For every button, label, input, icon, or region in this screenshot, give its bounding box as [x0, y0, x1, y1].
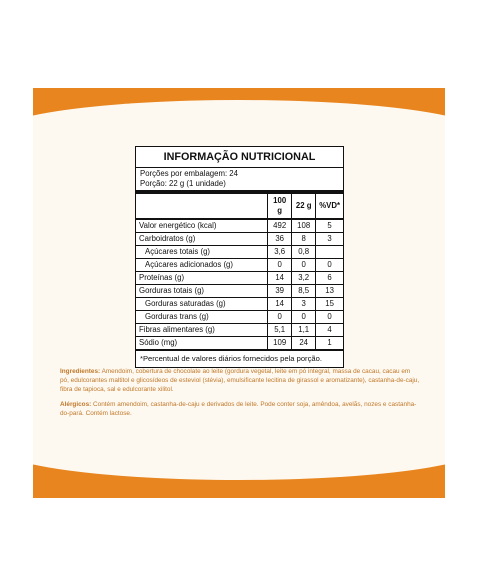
table-row — [136, 285, 343, 298]
row-value-vd: 1 — [316, 337, 343, 350]
nutrition-facts-table — [135, 146, 344, 368]
ingredients-paragraph — [60, 367, 420, 395]
row-value-portion: 3,2 — [292, 272, 316, 285]
nutrition-footnote: *Percentual de valores diários fornecidos pela porção. — [136, 349, 343, 367]
header-vd: %VD* — [316, 194, 343, 219]
row-label: Carboidratos (g) — [136, 233, 268, 246]
row-value-vd: 13 — [316, 285, 343, 298]
row-value-100g: 0 — [268, 259, 292, 272]
row-value-100g: 3,6 — [268, 246, 292, 259]
row-value-100g: 36 — [268, 233, 292, 246]
row-value-vd: 0 — [316, 311, 343, 324]
table-row — [136, 298, 343, 311]
row-value-portion: 0 — [292, 311, 316, 324]
row-value-vd: 4 — [316, 324, 343, 337]
table-row — [136, 219, 343, 233]
nutrition-meta — [136, 168, 343, 190]
row-value-portion: 108 — [292, 219, 316, 233]
row-value-100g: 39 — [268, 285, 292, 298]
allergens-label: Alérgicos: — [60, 400, 92, 408]
row-value-vd: 6 — [316, 272, 343, 285]
row-value-portion: 8 — [292, 233, 316, 246]
header-100g: 100 g — [268, 194, 292, 219]
row-value-portion: 24 — [292, 337, 316, 350]
table-row — [136, 337, 343, 350]
table-row — [136, 272, 343, 285]
row-value-portion: 0 — [292, 259, 316, 272]
row-value-100g: 5,1 — [268, 324, 292, 337]
table-row — [136, 246, 343, 259]
row-value-100g: 492 — [268, 219, 292, 233]
row-value-vd — [316, 246, 343, 259]
row-value-100g: 109 — [268, 337, 292, 350]
row-label: Fibras alimentares (g) — [136, 324, 268, 337]
table-row — [136, 259, 343, 272]
row-label: Gorduras totais (g) — [136, 285, 268, 298]
nutrition-grid — [136, 194, 343, 349]
row-label: Açúcares adicionados (g) — [136, 259, 268, 272]
header-blank — [136, 194, 268, 219]
row-value-portion: 1,1 — [292, 324, 316, 337]
table-row — [136, 311, 343, 324]
serving-size: Porção: 22 g (1 unidade) — [140, 179, 226, 188]
row-label: Valor energético (kcal) — [136, 219, 268, 233]
allergens-paragraph — [60, 400, 420, 418]
row-label: Proteínas (g) — [136, 272, 268, 285]
table-row — [136, 324, 343, 337]
header-portion: 22 g — [292, 194, 316, 219]
row-label: Gorduras trans (g) — [136, 311, 268, 324]
row-label: Açúcares totais (g) — [136, 246, 268, 259]
row-value-vd: 0 — [316, 259, 343, 272]
servings-per-package: Porções por embalagem: 24 — [140, 169, 238, 178]
row-value-vd: 15 — [316, 298, 343, 311]
allergens-text: Contém amendoim, castanha-de-caju e derivados de leite. Pode conter soja, amêndoa, avelãs, nozes e castanha-do-pará. Contém lactose. — [60, 400, 417, 417]
row-value-vd: 3 — [316, 233, 343, 246]
ingredients-text: Amendoim, cobertura de chocolate ao leite (gordura vegetal, leite em pó integral, massa de cacau, cacau em pó, edulcorantes maltitol e glicosídeos de esteviol (stévia), emulsificante lecitina de girassol e aromatizante), castanha-de-caju, fibra de tapioca, sal e edulcorante xilitol. — [60, 368, 420, 394]
table-row — [136, 233, 343, 246]
row-value-vd: 5 — [316, 219, 343, 233]
nutrition-header-row — [136, 194, 343, 219]
row-label: Gorduras saturadas (g) — [136, 298, 268, 311]
row-value-portion: 8,5 — [292, 285, 316, 298]
row-value-100g: 14 — [268, 272, 292, 285]
row-value-portion: 0,8 — [292, 246, 316, 259]
row-value-100g: 0 — [268, 311, 292, 324]
row-label: Sódio (mg) — [139, 338, 178, 347]
ingredients-block — [60, 367, 420, 418]
row-value-100g: 14 — [268, 298, 292, 311]
ingredients-label: Ingredientes: — [60, 368, 101, 375]
nutrition-title: INFORMAÇÃO NUTRICIONAL — [136, 147, 343, 168]
row-value-portion: 3 — [292, 298, 316, 311]
